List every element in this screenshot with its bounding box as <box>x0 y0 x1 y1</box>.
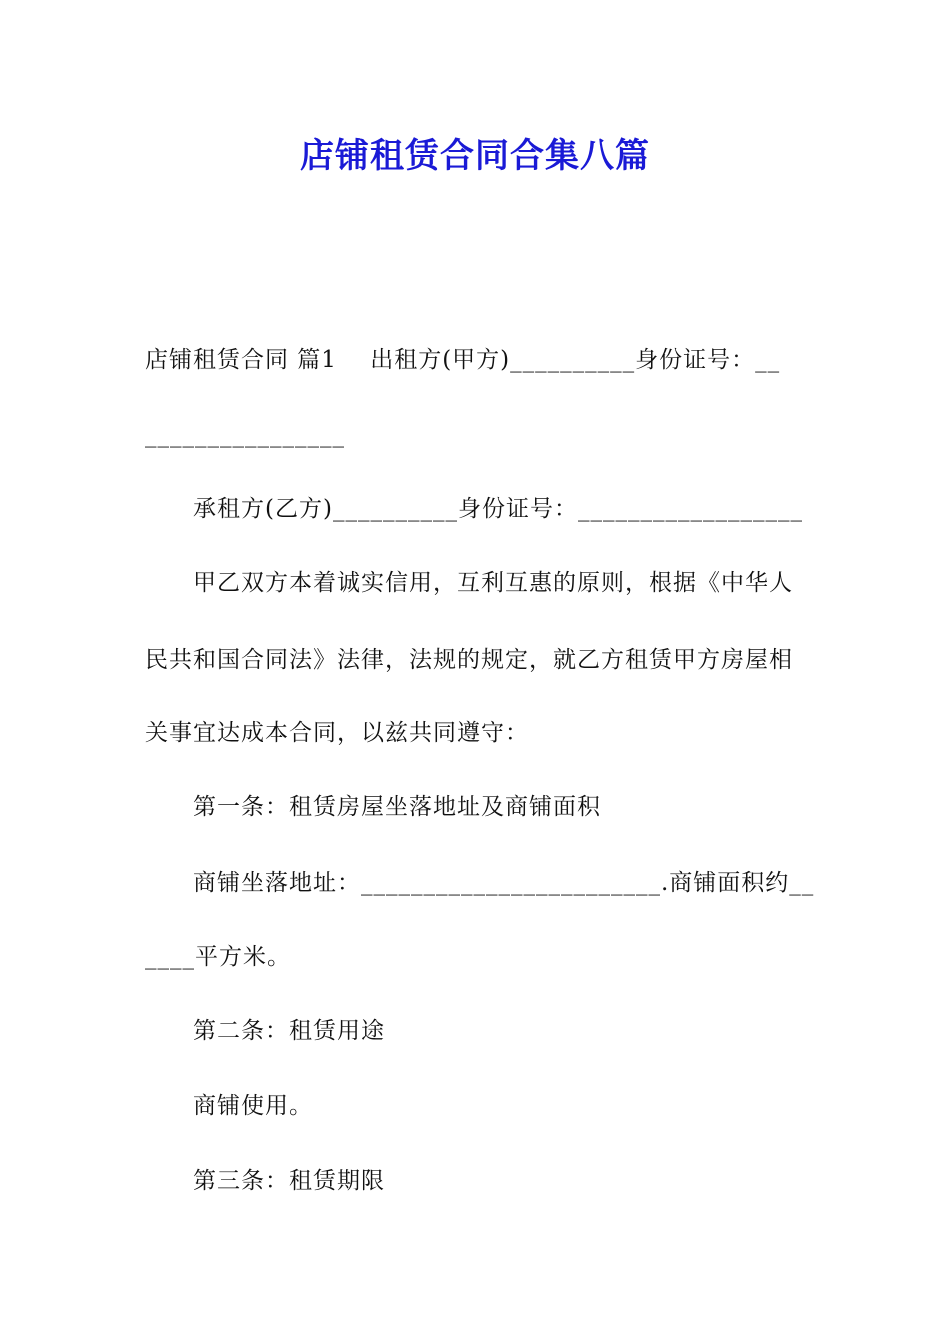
preamble-line-3: 关事宜达成本合同，以兹共同遵守： <box>145 720 529 746</box>
shop-area-line: ____平方米。 <box>145 944 291 970</box>
contract-heading-line: 店铺租赁合同 篇1 出租方(甲方)__________身份证号：__ <box>145 347 781 373</box>
preamble-line-2: 民共和国合同法》法律，法规的规定，就乙方租赁甲方房屋相 <box>145 647 793 673</box>
lessee-line: 承租方(乙方)__________身份证号：__________________ <box>193 496 803 522</box>
id-blank-continuation: ________________ <box>145 422 345 448</box>
shop-address-line: 商铺坐落地址：________________________.商铺面积约__ <box>193 870 815 896</box>
preamble-line-1: 甲乙双方本着诚实信用，互利互惠的原则，根据《中华人 <box>193 570 793 596</box>
document-title: 店铺租赁合同合集八篇 <box>300 136 650 176</box>
usage-line: 商铺使用。 <box>193 1093 313 1119</box>
article-1-heading: 第一条：租赁房屋坐落地址及商铺面积 <box>193 794 601 820</box>
article-3-heading: 第三条：租赁期限 <box>193 1168 385 1194</box>
article-2-heading: 第二条：租赁用途 <box>193 1018 385 1044</box>
